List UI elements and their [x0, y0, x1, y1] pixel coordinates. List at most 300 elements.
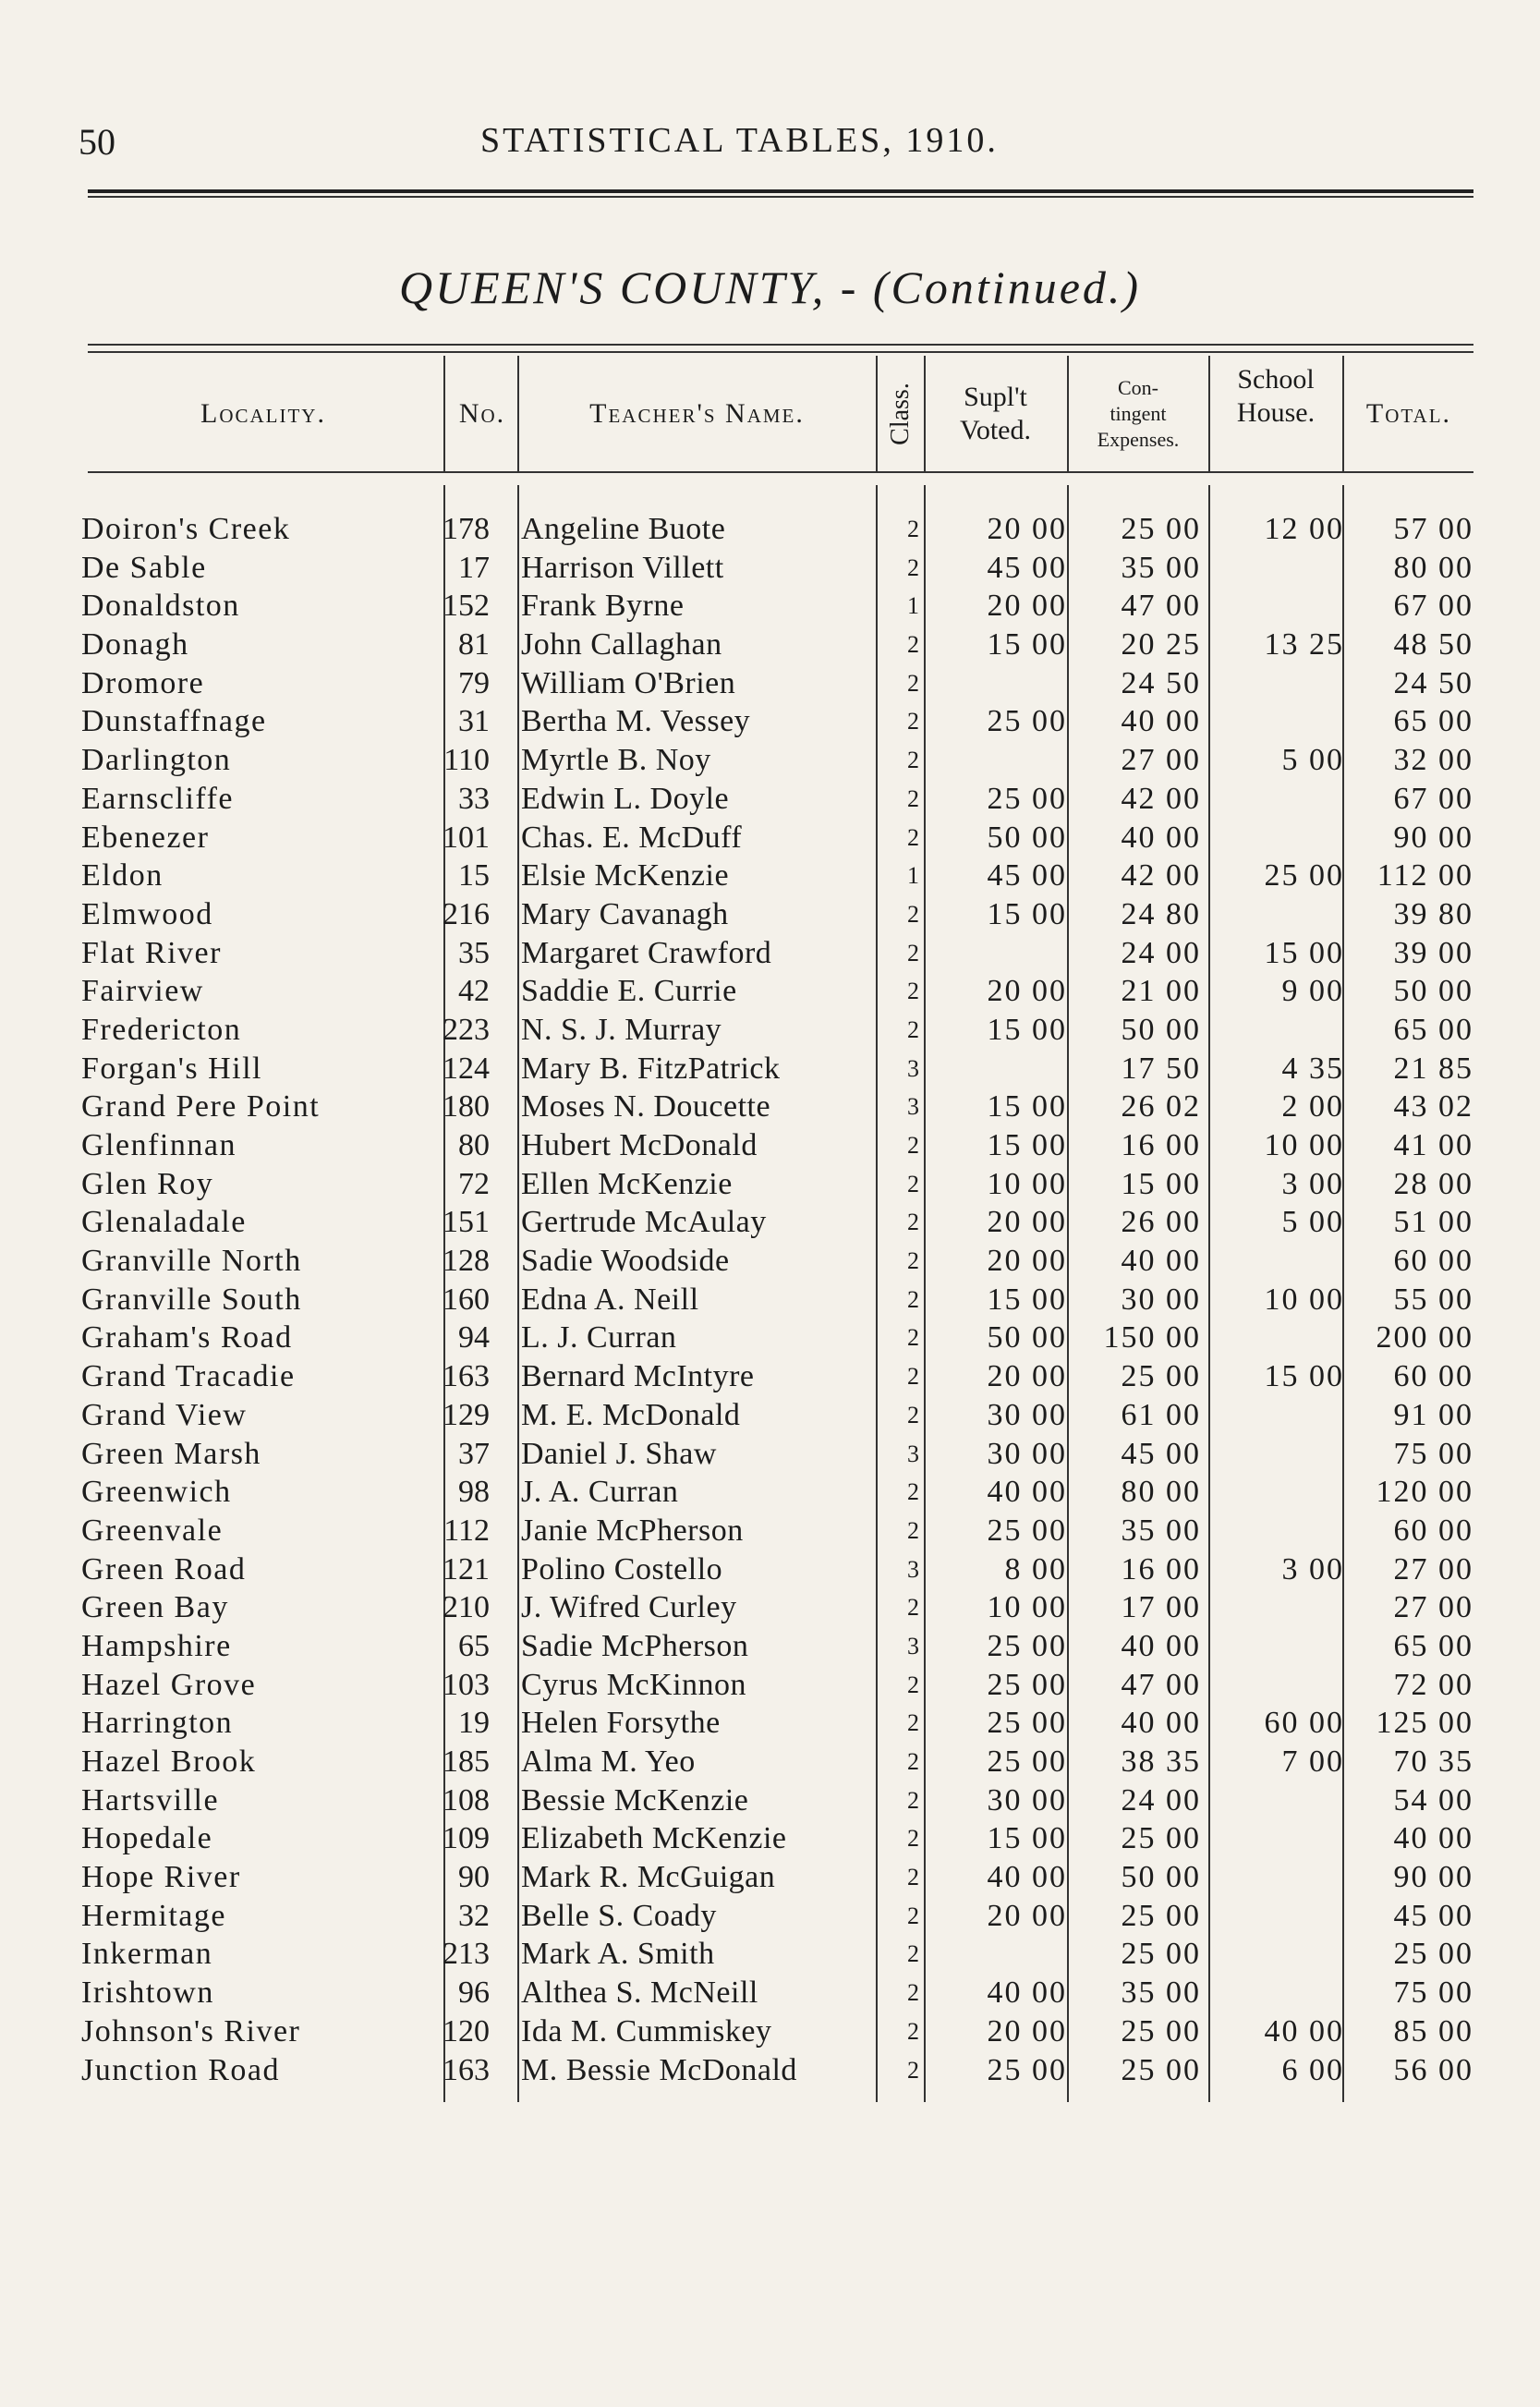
class-cell: 3: [907, 1093, 919, 1121]
school-house-cell: 6 00: [1281, 2052, 1344, 2087]
teacher-name-cell: Bessie McKenzie: [521, 1782, 749, 1817]
table-row: [0, 1050, 1540, 1088]
teacher-name-cell: Myrtle B. Noy: [521, 743, 711, 778]
locality-cell: Hermitage: [81, 1898, 226, 1933]
contingent-expenses-cell: 38 35: [1121, 1744, 1201, 1779]
teacher-name-cell: Althea S. McNeill: [521, 1975, 758, 2011]
class-cell: 2: [907, 1902, 919, 1929]
contingent-expenses-cell: 35 00: [1121, 1513, 1201, 1548]
col-header-teacher: [519, 356, 875, 471]
locality-cell: Greenwich: [81, 1475, 232, 1510]
teacher-name-cell: William O'Brien: [521, 665, 736, 700]
school-house-cell: 9 00: [1281, 974, 1344, 1009]
total-cell: 39 00: [1393, 935, 1473, 970]
number-cell: 185: [443, 1744, 490, 1779]
total-cell: 90 00: [1393, 1860, 1473, 1895]
contingent-expenses-cell: 45 00: [1121, 1436, 1201, 1471]
table-row: [0, 1743, 1540, 1781]
col-rule: [924, 356, 926, 471]
class-cell: 3: [907, 1054, 919, 1082]
class-cell: 2: [907, 900, 919, 928]
supl-voted-cell: 20 00: [987, 512, 1067, 546]
class-cell: 2: [907, 1247, 919, 1275]
locality-cell: Elmwood: [81, 896, 213, 931]
table-body: [0, 510, 1540, 2089]
header-rule-thin: [88, 196, 1473, 198]
total-cell: 91 00: [1393, 1397, 1473, 1432]
col-header-contingent: [1069, 356, 1207, 471]
school-house-cell: 7 00: [1281, 1744, 1344, 1779]
supl-voted-cell: 25 00: [987, 1513, 1067, 1548]
teacher-name-cell: Elizabeth McKenzie: [521, 1821, 787, 1856]
school-house-cell: 15 00: [1264, 1359, 1344, 1394]
col-header-total: [1344, 356, 1473, 471]
locality-cell: Hope River: [81, 1860, 241, 1895]
teacher-name-cell: Alma M. Yeo: [521, 1744, 696, 1779]
teacher-name-cell: Sadie McPherson: [521, 1628, 749, 1663]
total-cell: 45 00: [1393, 1898, 1473, 1933]
contingent-expenses-cell: 24 00: [1121, 1782, 1201, 1817]
supl-voted-cell: 40 00: [987, 1475, 1067, 1510]
total-cell: 70 35: [1393, 1744, 1473, 1779]
class-cell: 2: [907, 747, 919, 774]
supl-voted-cell: 30 00: [987, 1782, 1067, 1817]
locality-cell: Hampshire: [81, 1628, 232, 1663]
class-cell: 1: [907, 862, 919, 890]
number-cell: 210: [443, 1590, 490, 1625]
supl-voted-cell: 25 00: [987, 704, 1067, 739]
total-cell: 85 00: [1393, 2013, 1473, 2048]
contingent-expenses-cell: 24 00: [1121, 935, 1201, 970]
total-cell: 50 00: [1393, 974, 1473, 1009]
total-cell: 125 00: [1376, 1706, 1473, 1741]
class-cell: 2: [907, 1594, 919, 1622]
locality-cell: Green Bay: [81, 1590, 229, 1625]
locality-cell: Johnson's River: [81, 2013, 301, 2048]
locality-cell: Greenvale: [81, 1513, 224, 1548]
teacher-name-cell: Helen Forsythe: [521, 1706, 721, 1741]
number-cell: 98: [458, 1475, 490, 1510]
table-row: [0, 1781, 1540, 1820]
number-cell: 180: [443, 1089, 490, 1124]
total-cell: 120 00: [1376, 1475, 1473, 1510]
number-cell: 33: [458, 781, 490, 816]
locality-cell: Fairview: [81, 974, 204, 1009]
number-cell: 65: [458, 1628, 490, 1663]
locality-cell: Hazel Brook: [81, 1744, 257, 1779]
locality-cell: Granville North: [81, 1244, 302, 1279]
header-rule: [88, 189, 1473, 193]
table-row: [0, 2051, 1540, 2090]
locality-cell: Glenaladale: [81, 1205, 247, 1240]
teacher-name-cell: Edna A. Neill: [521, 1282, 699, 1317]
class-cell: 2: [907, 939, 919, 966]
table-row: [0, 1897, 1540, 1936]
teacher-name-cell: Ida M. Cummiskey: [521, 2013, 772, 2048]
table-row: [0, 741, 1540, 780]
number-cell: 213: [443, 1937, 490, 1972]
contingent-expenses-cell: 26 02: [1121, 1089, 1201, 1124]
total-cell: 41 00: [1393, 1128, 1473, 1162]
supl-voted-cell: 10 00: [987, 1590, 1067, 1625]
col-rule: [517, 356, 519, 471]
supl-voted-cell: 15 00: [987, 627, 1067, 663]
contingent-expenses-cell: 21 00: [1121, 974, 1201, 1009]
supl-voted-cell: 45 00: [987, 550, 1067, 585]
supl-voted-cell: 25 00: [987, 1628, 1067, 1663]
total-cell: 25 00: [1393, 1937, 1473, 1972]
col-header-class-label: Class.: [886, 382, 915, 445]
table-row: [0, 972, 1540, 1011]
number-cell: 160: [443, 1282, 490, 1317]
locality-cell: Granville South: [81, 1282, 302, 1317]
contingent-expenses-cell: 26 00: [1121, 1205, 1201, 1240]
teacher-name-cell: L. J. Curran: [521, 1320, 677, 1355]
locality-cell: Glenfinnan: [81, 1128, 236, 1162]
teacher-name-cell: Polino Costello: [521, 1551, 723, 1586]
table-row: [0, 1935, 1540, 1974]
contingent-expenses-cell: 50 00: [1121, 1012, 1201, 1047]
table-row: [0, 1473, 1540, 1512]
supl-voted-cell: 8 00: [1004, 1551, 1067, 1586]
teacher-name-cell: Sadie Woodside: [521, 1244, 730, 1279]
col-header-contingent-line2: tingent: [1110, 401, 1167, 425]
teacher-name-cell: Belle S. Coady: [521, 1898, 717, 1933]
number-cell: 152: [443, 589, 490, 624]
total-cell: 39 80: [1393, 896, 1473, 931]
table-row: [0, 1396, 1540, 1435]
col-header-school-line1: School: [1237, 364, 1315, 395]
supl-voted-cell: 20 00: [987, 1898, 1067, 1933]
supl-voted-cell: 50 00: [987, 820, 1067, 855]
class-cell: 2: [907, 1979, 919, 2007]
teacher-name-cell: Ellen McKenzie: [521, 1166, 733, 1201]
locality-cell: Harrington: [81, 1706, 234, 1741]
school-house-cell: 15 00: [1264, 935, 1344, 970]
number-cell: 109: [443, 1821, 490, 1856]
locality-cell: Doiron's Creek: [81, 512, 291, 546]
table-row: [0, 1550, 1540, 1589]
total-cell: 75 00: [1393, 1975, 1473, 2011]
class-cell: 2: [907, 1864, 919, 1891]
section-title: QUEEN'S COUNTY, - (Continued.): [398, 261, 1142, 313]
number-cell: 108: [443, 1782, 490, 1817]
total-cell: 32 00: [1393, 743, 1473, 778]
total-cell: 60 00: [1393, 1244, 1473, 1279]
class-cell: 2: [907, 553, 919, 581]
contingent-expenses-cell: 25 00: [1121, 2013, 1201, 2048]
table-row: [0, 664, 1540, 703]
number-cell: 81: [458, 627, 490, 663]
supl-voted-cell: 25 00: [987, 1744, 1067, 1779]
supl-voted-cell: 15 00: [987, 1821, 1067, 1856]
table-row: [0, 780, 1540, 819]
contingent-expenses-cell: 20 25: [1121, 627, 1201, 663]
locality-cell: Grand Tracadie: [81, 1359, 296, 1394]
teacher-name-cell: Janie McPherson: [521, 1513, 744, 1548]
table-row: [0, 1704, 1540, 1743]
table-row: [0, 1666, 1540, 1705]
contingent-expenses-cell: 42 00: [1121, 858, 1201, 894]
total-cell: 27 00: [1393, 1551, 1473, 1586]
locality-cell: Grand View: [81, 1397, 248, 1432]
supl-voted-cell: 30 00: [987, 1397, 1067, 1432]
table-row: [0, 1319, 1540, 1357]
locality-cell: Graham's Road: [81, 1320, 293, 1355]
locality-cell: Flat River: [81, 935, 222, 970]
total-cell: 65 00: [1393, 1012, 1473, 1047]
total-cell: 48 50: [1393, 627, 1473, 663]
contingent-expenses-cell: 15 00: [1121, 1166, 1201, 1201]
table-row: [0, 1088, 1540, 1126]
class-cell: 3: [907, 1632, 919, 1659]
number-cell: 110: [443, 743, 490, 778]
supl-voted-cell: 15 00: [987, 1012, 1067, 1047]
col-rule: [1342, 356, 1344, 471]
total-cell: 24 50: [1393, 665, 1473, 700]
total-cell: 28 00: [1393, 1166, 1473, 1201]
locality-cell: Donagh: [81, 627, 189, 663]
total-cell: 21 85: [1393, 1051, 1473, 1086]
contingent-expenses-cell: 40 00: [1121, 1706, 1201, 1741]
supl-voted-cell: 50 00: [987, 1320, 1067, 1355]
locality-cell: Forgan's Hill: [81, 1051, 262, 1086]
contingent-expenses-cell: 35 00: [1121, 550, 1201, 585]
teacher-name-cell: M. E. McDonald: [521, 1397, 741, 1432]
class-cell: 2: [907, 1170, 919, 1197]
contingent-expenses-cell: 150 00: [1103, 1320, 1201, 1355]
number-cell: 128: [443, 1244, 490, 1279]
contingent-expenses-cell: 17 50: [1121, 1051, 1201, 1086]
table-row: [0, 1512, 1540, 1550]
table-row: [0, 587, 1540, 626]
school-house-cell: 40 00: [1264, 2013, 1344, 2048]
contingent-expenses-cell: 25 00: [1121, 1821, 1201, 1856]
teacher-name-cell: Margaret Crawford: [521, 935, 772, 970]
teacher-name-cell: Harrison Villett: [521, 550, 724, 585]
class-cell: 2: [907, 1132, 919, 1159]
total-cell: 72 00: [1393, 1667, 1473, 1702]
class-cell: 2: [907, 1671, 919, 1698]
table-row: [0, 1627, 1540, 1666]
class-cell: 1: [907, 592, 919, 620]
total-cell: 51 00: [1393, 1205, 1473, 1240]
class-cell: 2: [907, 2017, 919, 2045]
class-cell: 2: [907, 1940, 919, 1968]
col-rule: [876, 356, 878, 471]
total-cell: 200 00: [1376, 1320, 1473, 1355]
contingent-expenses-cell: 30 00: [1121, 1282, 1201, 1317]
number-cell: 32: [458, 1898, 490, 1933]
class-cell: 2: [907, 516, 919, 542]
school-house-cell: 25 00: [1264, 858, 1344, 894]
table-row: [0, 1357, 1540, 1396]
class-cell: 2: [907, 631, 919, 659]
contingent-expenses-cell: 25 00: [1121, 1359, 1201, 1394]
locality-cell: Earnscliffe: [81, 781, 235, 816]
header-bottom-rule: [88, 471, 1473, 473]
contingent-expenses-cell: 35 00: [1121, 1975, 1201, 2011]
contingent-expenses-cell: 40 00: [1121, 704, 1201, 739]
number-cell: 101: [443, 820, 490, 855]
locality-cell: Hartsville: [81, 1782, 220, 1817]
total-cell: 55 00: [1393, 1282, 1473, 1317]
contingent-expenses-cell: 50 00: [1121, 1860, 1201, 1895]
contingent-expenses-cell: 27 00: [1121, 743, 1201, 778]
supl-voted-cell: 20 00: [987, 1359, 1067, 1394]
number-cell: 35: [458, 935, 490, 970]
table-row: [0, 2012, 1540, 2051]
total-cell: 60 00: [1393, 1359, 1473, 1394]
table-row: [0, 1126, 1540, 1165]
number-cell: 124: [443, 1051, 490, 1086]
locality-cell: Green Road: [81, 1551, 247, 1586]
table-row: [0, 1281, 1540, 1319]
locality-cell: Ebenezer: [81, 820, 210, 855]
table-row: [0, 1242, 1540, 1281]
total-cell: 57 00: [1393, 512, 1473, 546]
total-cell: 75 00: [1393, 1436, 1473, 1471]
number-cell: 103: [443, 1667, 490, 1702]
locality-cell: Glen Roy: [81, 1166, 214, 1201]
class-cell: 2: [907, 669, 919, 697]
supl-voted-cell: 25 00: [987, 781, 1067, 816]
total-cell: 40 00: [1393, 1821, 1473, 1856]
supl-voted-cell: 40 00: [987, 1975, 1067, 2011]
table-row: [0, 510, 1540, 549]
number-cell: 17: [458, 550, 490, 585]
total-cell: 56 00: [1393, 2052, 1473, 2087]
table-row: [0, 934, 1540, 973]
locality-cell: Darlington: [81, 743, 232, 778]
supl-voted-cell: 15 00: [987, 896, 1067, 931]
teacher-name-cell: Mary B. FitzPatrick: [521, 1051, 781, 1086]
number-cell: 31: [458, 704, 490, 739]
locality-cell: Dromore: [81, 665, 205, 700]
school-house-cell: 5 00: [1281, 1205, 1344, 1240]
locality-cell: Green Marsh: [81, 1436, 261, 1471]
teacher-name-cell: Chas. E. McDuff: [521, 820, 743, 855]
school-house-cell: 60 00: [1264, 1706, 1344, 1741]
number-cell: 151: [443, 1205, 490, 1240]
number-cell: 121: [443, 1551, 490, 1586]
table-row: [0, 549, 1540, 588]
supl-voted-cell: 15 00: [987, 1282, 1067, 1317]
teacher-name-cell: Edwin L. Doyle: [521, 781, 730, 816]
number-cell: 163: [443, 1359, 490, 1394]
supl-voted-cell: 20 00: [987, 1205, 1067, 1240]
contingent-expenses-cell: 47 00: [1121, 1667, 1201, 1702]
total-cell: 54 00: [1393, 1782, 1473, 1817]
teacher-name-cell: Mark R. McGuigan: [521, 1860, 776, 1895]
school-house-cell: 3 00: [1281, 1166, 1344, 1201]
col-header-total-label: Total.: [1365, 397, 1452, 429]
teacher-name-cell: Mark A. Smith: [521, 1937, 715, 1972]
col-rule: [443, 356, 445, 471]
total-cell: 43 02: [1393, 1089, 1473, 1124]
class-cell: 2: [907, 1748, 919, 1775]
number-cell: 94: [458, 1320, 490, 1355]
col-header-school-house: [1210, 356, 1341, 471]
number-cell: 15: [458, 858, 490, 894]
supl-voted-cell: 15 00: [987, 1089, 1067, 1124]
contingent-expenses-cell: 47 00: [1121, 589, 1201, 624]
number-cell: 72: [458, 1166, 490, 1201]
class-cell: 2: [907, 1015, 919, 1043]
supl-voted-cell: 20 00: [987, 1244, 1067, 1279]
supl-voted-cell: 45 00: [987, 858, 1067, 894]
number-cell: 96: [458, 1975, 490, 2011]
supl-voted-cell: 20 00: [987, 589, 1067, 624]
locality-cell: Grand Pere Point: [81, 1089, 321, 1124]
contingent-expenses-cell: 40 00: [1121, 820, 1201, 855]
teacher-name-cell: Cyrus McKinnon: [521, 1667, 747, 1702]
supl-voted-cell: 20 00: [987, 974, 1067, 1009]
col-header-supl-line2: Voted.: [960, 414, 1031, 445]
number-cell: 112: [443, 1513, 490, 1548]
number-cell: 79: [458, 665, 490, 700]
col-header-supl-line1: Supl't: [964, 381, 1027, 412]
teacher-name-cell: M. Bessie McDonald: [521, 2052, 797, 2087]
table-row: [0, 1819, 1540, 1858]
class-cell: 2: [907, 2056, 919, 2084]
teacher-name-cell: Gertrude McAulay: [521, 1205, 767, 1240]
contingent-expenses-cell: 42 00: [1121, 781, 1201, 816]
class-cell: 2: [907, 1209, 919, 1236]
number-cell: 216: [443, 896, 490, 931]
school-house-cell: 10 00: [1264, 1282, 1344, 1317]
locality-cell: Junction Road: [81, 2052, 280, 2087]
total-cell: 67 00: [1393, 589, 1473, 624]
contingent-expenses-cell: 25 00: [1121, 2052, 1201, 2087]
total-cell: 60 00: [1393, 1513, 1473, 1548]
teacher-name-cell: Hubert McDonald: [521, 1128, 758, 1162]
contingent-expenses-cell: 25 00: [1121, 1937, 1201, 1972]
number-cell: 37: [458, 1436, 490, 1471]
school-house-cell: 4 35: [1281, 1051, 1344, 1086]
table-row: [0, 626, 1540, 664]
contingent-expenses-cell: 25 00: [1121, 1898, 1201, 1933]
locality-cell: Fredericton: [81, 1012, 242, 1047]
class-cell: 3: [907, 1555, 919, 1583]
table-top-rule: [88, 344, 1473, 346]
teacher-name-cell: Daniel J. Shaw: [521, 1436, 717, 1471]
number-cell: 90: [458, 1860, 490, 1895]
table-top-rule-inner: [88, 351, 1473, 353]
class-cell: 2: [907, 1363, 919, 1391]
number-cell: 19: [458, 1706, 490, 1741]
total-cell: 67 00: [1393, 781, 1473, 816]
class-cell: 2: [907, 1285, 919, 1313]
teacher-name-cell: Saddie E. Currie: [521, 974, 737, 1009]
col-rule: [1208, 356, 1210, 471]
contingent-expenses-cell: 16 00: [1121, 1551, 1201, 1586]
locality-cell: Hazel Grove: [81, 1667, 257, 1702]
table-row: [0, 702, 1540, 741]
col-header-locality-label: Locality.: [200, 397, 326, 429]
school-house-cell: 10 00: [1264, 1128, 1344, 1162]
class-cell: 2: [907, 1709, 919, 1737]
col-header-contingent-line3: Expenses.: [1097, 427, 1180, 451]
total-cell: 90 00: [1393, 820, 1473, 855]
table-row: [0, 895, 1540, 934]
class-cell: 2: [907, 784, 919, 812]
school-house-cell: 13 25: [1264, 627, 1344, 663]
contingent-expenses-cell: 40 00: [1121, 1628, 1201, 1663]
page-number: 50: [79, 121, 115, 163]
teacher-name-cell: Elsie McKenzie: [521, 858, 730, 894]
col-rule: [1067, 356, 1069, 471]
